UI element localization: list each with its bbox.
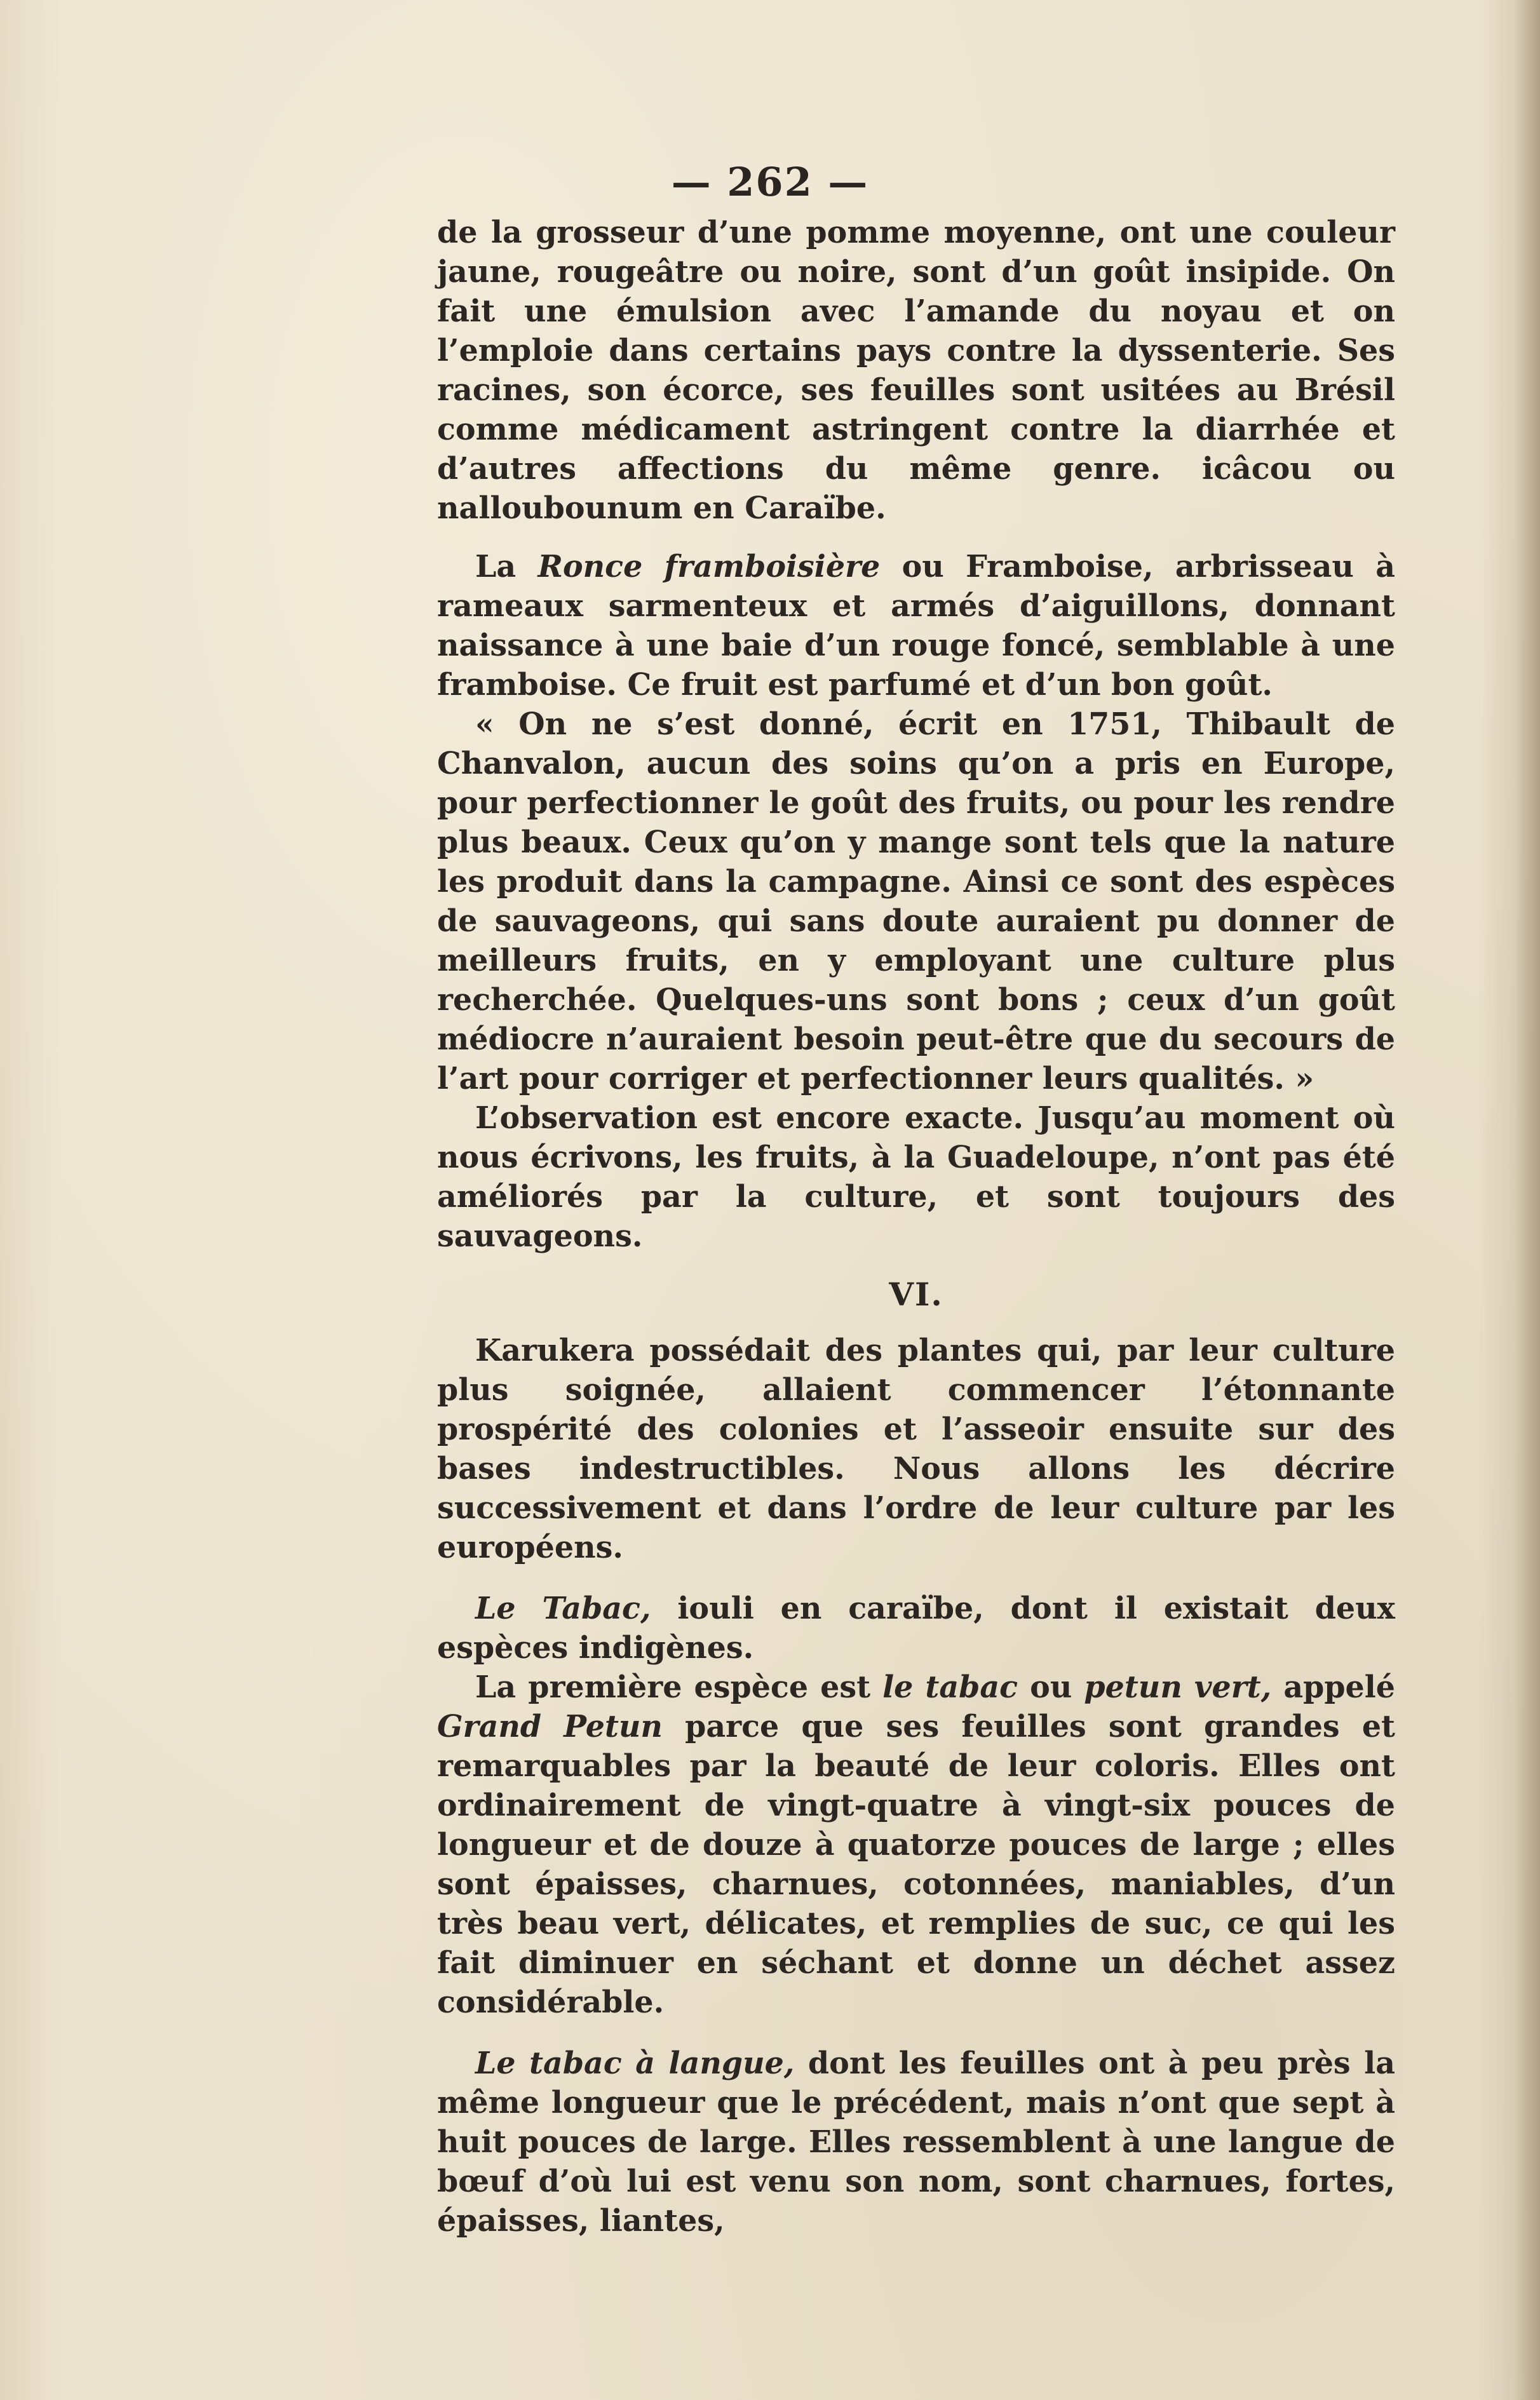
tabac-langue-name: Le tabac à langue, xyxy=(475,2046,795,2081)
paragraph-chanvalon-quote: « On ne s’est donné, écrit en 1751, Thibault de Chanvalon, aucun des soins qu’on a pris en Europe, pour perfectionner le goût des fruits, ou pour les rendre plus beaux. Ceux qu’on y mange sont tels que la nature les produit dans la campagne. Ainsi ce sont des espèces de sauvageons, qui sans doute auraient pu donner de meilleurs fruits, en y employant une culture plus recherchée. Quelques-uns sont bons ; ceux d’un goût médiocre n’auraient besoin peut-être que du secours de l’art pour corriger et perfectionner leurs qualités. » xyxy=(437,706,1395,1096)
paragraph-fruit-description: de la grosseur d’une pomme moyenne, ont une couleur jaune, rougeâtre ou noire, sont d’un goût insipide. On fait une émulsion avec l’amande du noyau et on l’emploie dans certains pays contre la dyssenterie. Ses racines, son écorce, ses feuilles sont usitées au Brésil comme médicament astringent contre la diarrhée et d’autres affections du même genre. icâcou ou nalloubounum en Caraïbe. xyxy=(437,215,1395,526)
ronce-lead: La xyxy=(475,549,538,584)
ronce-text: ou Framboise, arbrisseau à rameaux sarmenteux et armés d’aiguillons, donnant naissance à une baie d’un rouge foncé, semblable à une framboise. Ce fruit est parfumé et d’un bon goût. xyxy=(437,549,1396,703)
ronce-name: Ronce framboisière xyxy=(537,549,881,584)
petun-join-1: ou xyxy=(1018,1669,1084,1705)
petun-lead: La première espèce est xyxy=(475,1669,883,1705)
paragraph-ronce xyxy=(437,547,1395,704)
petun-term-2: petun vert, xyxy=(1084,1669,1272,1705)
tabac-text: iouli en caraïbe, dont il existait deux espèces indigènes. xyxy=(437,1591,1395,1666)
paragraph-karukera: Karukera possédait des plantes qui, par leur culture plus soignée, allaient commencer l’étonnante prospérité des colonies et l’asseoir ensuite sur des bases indestructibles. Nous allons les décrire successivement et dans l’ordre de leur culture par les européens. xyxy=(437,1333,1395,1565)
paragraph-tabac-langue xyxy=(437,2044,1395,2241)
petun-term-3: Grand Petun xyxy=(437,1709,663,1744)
tabac-name: Le Tabac, xyxy=(475,1591,651,1626)
page-number: — 262 — xyxy=(671,159,869,205)
paragraph-observation: L’observation est encore exacte. Jusqu’au moment où nous écrivons, les fruits, à la Guadeloupe, n’ont pas été améliorés par la culture, et sont toujours des sauvageons. xyxy=(437,1100,1395,1254)
section-heading: VI. xyxy=(889,1276,943,1313)
petun-term-1: le tabac xyxy=(882,1669,1018,1705)
paragraph-tabac xyxy=(437,1589,1395,1668)
petun-text: parce que ses feuilles sont grandes et remarquables par la beauté de leur coloris. Elles ont ordinairement de vingt-quatre à vingt-six pouces de longueur et de douze à quatorze pouces de large ; elles sont épaisses, charnues, cotonnées, maniables, d’un très beau vert, délicates, et remplies de suc, ce qui les fait diminuer en séchant et donne un déchet assez considérable. xyxy=(437,1709,1395,2020)
tabac-langue-text: dont les feuilles ont à peu près la même longueur que le précédent, mais n’ont que sept à huit pouces de large. Elles ressemblent à une langue de bœuf d’où lui est venu son nom, sont charnues, fortes, épaisses, liantes, xyxy=(437,2046,1395,2239)
body-text xyxy=(437,213,1395,2241)
page-edge-shadow xyxy=(1515,0,1540,2400)
paragraph-petun-vert xyxy=(437,1668,1395,2022)
petun-join-2: appelé xyxy=(1271,1669,1396,1705)
